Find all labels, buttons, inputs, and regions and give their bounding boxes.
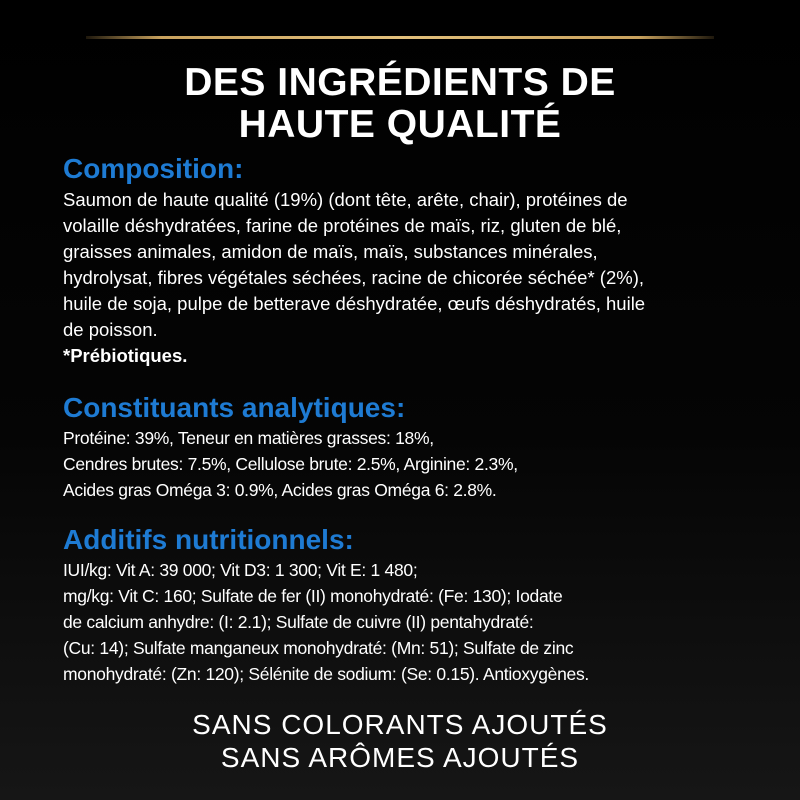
additives-heading: Additifs nutritionnels: (63, 524, 354, 555)
composition-line: volaille déshydratées, farine de protéines de maïs, riz, gluten de blé, (63, 215, 622, 236)
composition-line: Saumon de haute qualité (19%) (dont tête, arête, chair), protéines de (63, 189, 628, 210)
analytical-line: Acides gras Oméga 3: 0.9%, Acides gras Oméga 6: 2.8%. (63, 480, 497, 500)
footer-claims (0, 708, 800, 774)
analytical-text (63, 425, 753, 503)
composition-heading: Composition: (63, 153, 244, 184)
title-line-1: DES INGRÉDIENTS DE (184, 61, 616, 104)
analytical-heading: Constituants analytiques: (63, 392, 406, 423)
additives-line: monohydraté: (Zn: 120); Sélénite de sodium: (Se: 0.15). Antioxygènes. (63, 664, 589, 684)
gold-divider (86, 36, 714, 39)
page-title (0, 62, 800, 146)
composition-line: de poisson. (63, 319, 158, 340)
analytical-line: Cendres brutes: 7.5%, Cellulose brute: 2.5%, Arginine: 2.3%, (63, 454, 518, 474)
additives-line: IUI/kg: Vit A: 39 000; Vit D3: 1 300; Vit E: 1 480; (63, 560, 418, 580)
composition-text (63, 187, 753, 369)
title-line-2: HAUTE QUALITÉ (238, 103, 562, 146)
prebiotics-note: *Prébiotiques. (63, 345, 188, 366)
additives-line: (Cu: 14); Sulfate manganeux monohydraté: (Mn: 51); Sulfate de zinc (63, 638, 574, 658)
composition-line: huile de soja, pulpe de betterave déshydratée, œufs déshydratés, huile (63, 293, 646, 314)
additives-line: mg/kg: Vit C: 160; Sulfate de fer (II) monohydraté: (Fe: 130); Iodate (63, 586, 563, 606)
composition-line: graisses animales, amidon de maïs, maïs, substances minérales, (63, 241, 598, 262)
additives-text (63, 557, 753, 687)
additives-line: de calcium anhydre: (I: 2.1); Sulfate de cuivre (II) pentahydraté: (63, 612, 534, 632)
composition-line: hydrolysat, fibres végétales séchées, racine de chicorée séchée* (2%), (63, 267, 644, 288)
analytical-line: Protéine: 39%, Teneur en matières grasses: 18%, (63, 428, 434, 448)
no-flavours-claim: SANS ARÔMES AJOUTÉS (220, 742, 580, 773)
no-colorants-claim: SANS COLORANTS AJOUTÉS (192, 709, 608, 740)
